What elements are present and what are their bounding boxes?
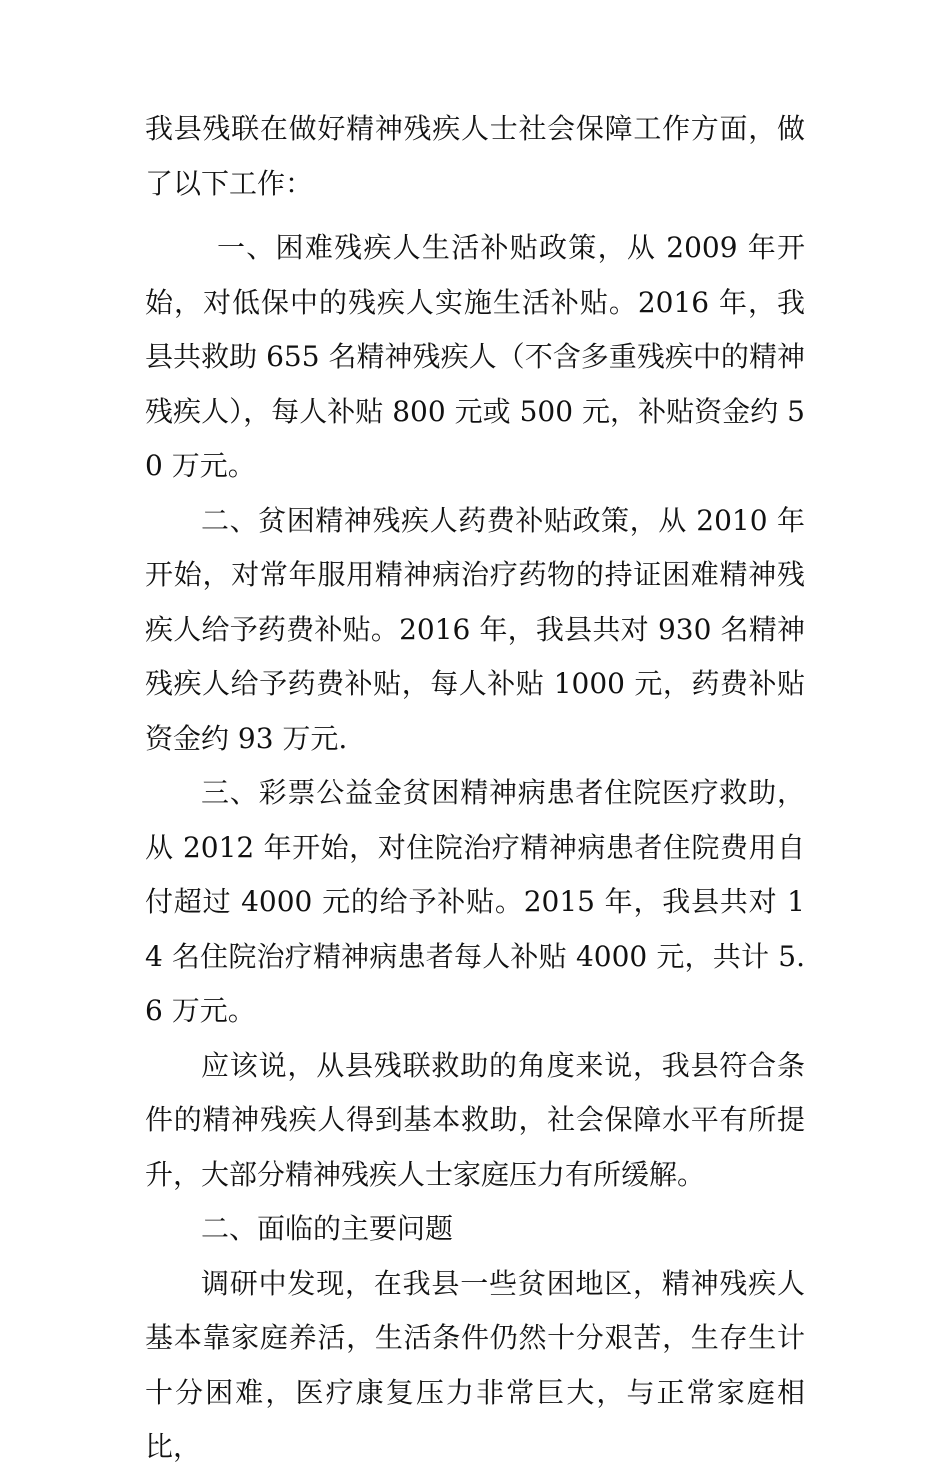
intro-paragraph: 我县残联在做好精神残疾人士社会保障工作方面，做了以下工作： <box>145 112 805 200</box>
section-heading: 二、面临的主要问题 <box>201 1212 454 1245</box>
hospital-aid-paragraph: 三、彩票公益金贫困精神病患者住院医疗救助，从 2012 年开始，对住院治疗精神病患者住院费用自付超过 4000 元的给予补贴。2015 年，我县共对 14 名住院治疗精神病患者每人补贴 4000 元，共计 5.6 万元。 <box>145 776 805 1027</box>
document-page <box>145 102 805 1475</box>
summary-paragraph: 应该说，从县残联救助的角度来说，我县符合条件的精神残疾人得到基本救助，社会保障水平有所提升，大部分精神残疾人士家庭压力有所缓解。 <box>145 1048 805 1191</box>
problems-paragraph: 调研中发现，在我县一些贫困地区，精神残疾人基本靠家庭养活，生活条件仍然十分艰苦，生存生计十分困难，医疗康复压力非常巨大，与正常家庭相比， <box>145 1266 805 1463</box>
medicine-subsidy-paragraph: 二、贫困精神残疾人药费补贴政策，从 2010 年开始，对常年服用精神病治疗药物的持证困难精神残疾人给予药费补贴。2016 年，我县共对 930 名精神残疾人给予药费补贴，每人补贴 1000 元，药费补贴资金约 93 万元. <box>145 503 805 755</box>
living-subsidy-paragraph: 一、困难残疾人生活补贴政策，从 2009 年开始，对低保中的残疾人实施生活补贴。2016 年，我县共救助 655 名精神残疾人（不含多重残疾中的精神残疾人），每人补贴 800 元或 500 元，补贴资金约 50 万元。 <box>145 231 805 482</box>
